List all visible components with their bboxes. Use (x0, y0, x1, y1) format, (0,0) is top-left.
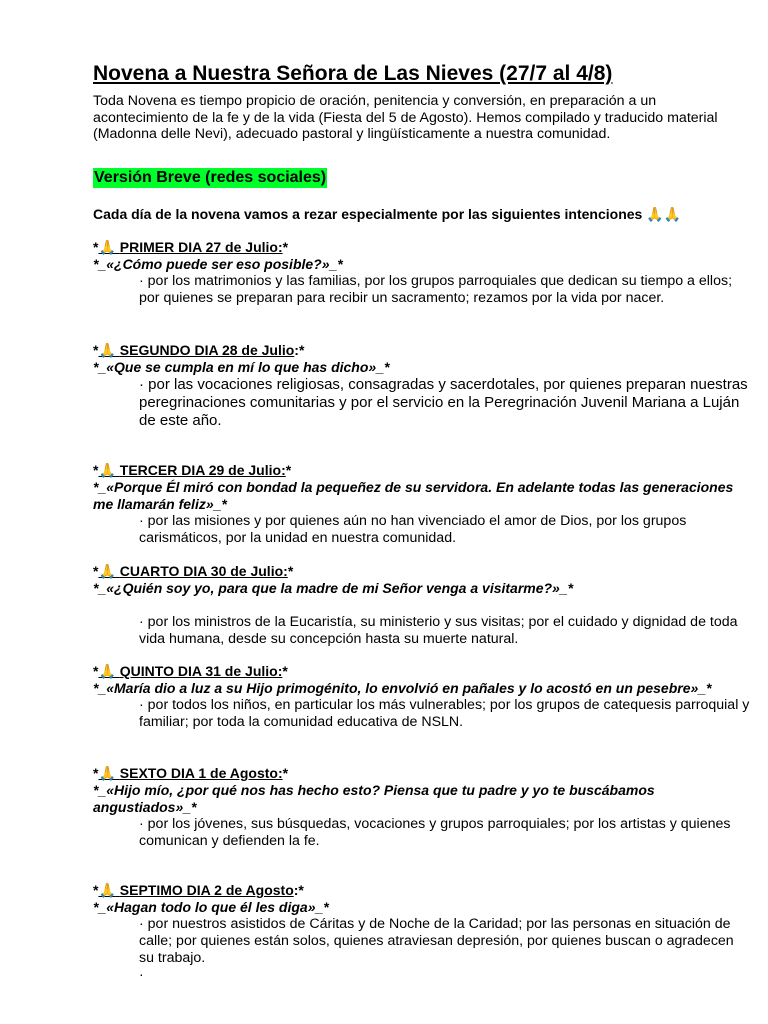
day-verse: *_«María dio a luz a su Hijo primogénito, lo envolvió en pañales y lo acostó en un pesebre»_* (93, 680, 712, 696)
day-heading: *🙏 TERCER DIA 29 de Julio:* (93, 462, 292, 478)
novena-day-4 (93, 563, 753, 648)
trailing-bullet: · (139, 966, 144, 982)
day-label: TERCER DIA 29 de Julio: (119, 462, 286, 478)
day-verse: *_«Que se cumpla en mí lo que has dicho»_* (93, 359, 390, 375)
praying-hands-icon: 🙏🙏 (646, 206, 682, 222)
intro-paragraph: Toda Novena es tiempo propicio de oración, penitencia y conversión, en preparación a un acontecimiento de la fe y de la vida (Fiesta del 5 de Agosto). Hemos compilado y traducido material (Madonna delle Nevi), adecuado pastoral y lingüísticamente a nuestra comunidad. (93, 93, 718, 142)
day-label: CUARTO DIA 30 de Julio: (119, 563, 288, 579)
novena-day-7 (93, 882, 753, 967)
lead-text: Cada día de la novena vamos a rezar especialmente por las siguientes intenciones (93, 206, 643, 222)
praying-hands-icon: 🙏 (98, 765, 116, 781)
day-label: QUINTO DIA 31 de Julio: (119, 663, 283, 679)
day-verse: *_«Hagan todo lo que él les diga»_* (93, 899, 329, 915)
day-heading: *🙏 PRIMER DIA 27 de Julio:* (93, 239, 289, 255)
day-label: SEPTIMO DIA 2 de Agosto (119, 882, 294, 898)
day-intention: · por nuestros asistidos de Cáritas y de Noche de la Caridad; por las personas en situación de calle; por quienes están solos, quienes atraviesan depresión, por quienes buscan o agradecen su trabajo. (139, 916, 734, 966)
day-intention: · por los matrimonios y las familias, por los grupos parroquiales que dedican su tiempo a ellos; por quienes se preparan para recibir un sacramento; rezamos por la vida por nacer. (139, 273, 733, 306)
praying-hands-icon: 🙏 (98, 882, 116, 898)
praying-hands-icon: 🙏 (98, 239, 116, 255)
version-highlight: Versión Breve (redes sociales) (94, 169, 327, 186)
praying-hands-icon: 🙏 (98, 663, 116, 679)
day-label: SEXTO DIA 1 de Agosto: (119, 765, 283, 781)
day-intention: · por los ministros de la Eucaristía, su ministerio y sus visitas; por el cuidado y dignidad de toda vida humana, desde su concepción hasta su muerte natural. (139, 614, 738, 647)
praying-hands-icon: 🙏 (98, 563, 116, 579)
day-label: PRIMER DIA 27 de Julio: (119, 239, 283, 255)
novena-day-5 (93, 663, 753, 731)
day-verse: *_«¿Quién soy yo, para que la madre de mi Señor venga a visitarme?»_* (93, 580, 574, 596)
day-heading: *🙏 SEPTIMO DIA 2 de Agosto:* (93, 882, 304, 898)
day-heading: *🙏 QUINTO DIA 31 de Julio:* (93, 663, 288, 679)
page-title: Novena a Nuestra Señora de Las Nieves (27/7 al 4/8) (93, 62, 613, 85)
novena-day-3 (93, 462, 753, 547)
day-heading: *🙏 SEXTO DIA 1 de Agosto:* (93, 765, 289, 781)
day-heading: *🙏 SEGUNDO DIA 28 de Julio:* (93, 342, 305, 358)
novena-day-1 (93, 239, 753, 307)
praying-hands-icon: 🙏 (98, 342, 116, 358)
day-label: SEGUNDO DIA 28 de Julio (119, 342, 295, 358)
intentions-lead (93, 205, 681, 223)
novena-day-2 (93, 342, 753, 430)
day-intention: · por todos los niños, en particular los más vulnerables; por los grupos de catequesis parroquial y familiar; por toda la comunidad educativa de NSLN. (139, 697, 750, 730)
novena-day-6 (93, 765, 753, 850)
day-intention: · por los jóvenes, sus búsquedas, vocaciones y grupos parroquiales; por los artistas y quienes comunican y defienden la fe. (139, 816, 731, 849)
day-heading: *🙏 CUARTO DIA 30 de Julio:* (93, 563, 294, 579)
day-verse: *_«¿Cómo puede ser eso posible?»_* (93, 256, 343, 272)
day-intention: · por las vocaciones religiosas, consagradas y sacerdotales, por quienes preparan nuestras peregrinaciones comunitarias y por el servicio en la Peregrinación Juvenil Mariana a Luján de este año. (139, 376, 748, 429)
day-verse: *_«Hijo mío, ¿por qué nos has hecho esto? Piensa que tu padre y yo te buscábamos angustiados»_* (93, 782, 655, 815)
praying-hands-icon: 🙏 (98, 462, 116, 478)
day-verse: *_«Porque Él miró con bondad la pequeñez de su servidora. En adelante todas las generaciones me llamarán feliz»_* (93, 479, 734, 512)
day-intention: · por las misiones y por quienes aún no han vivenciado el amor de Dios, por los grupos carismáticos, por la unidad en nuestra comunidad. (139, 513, 687, 546)
